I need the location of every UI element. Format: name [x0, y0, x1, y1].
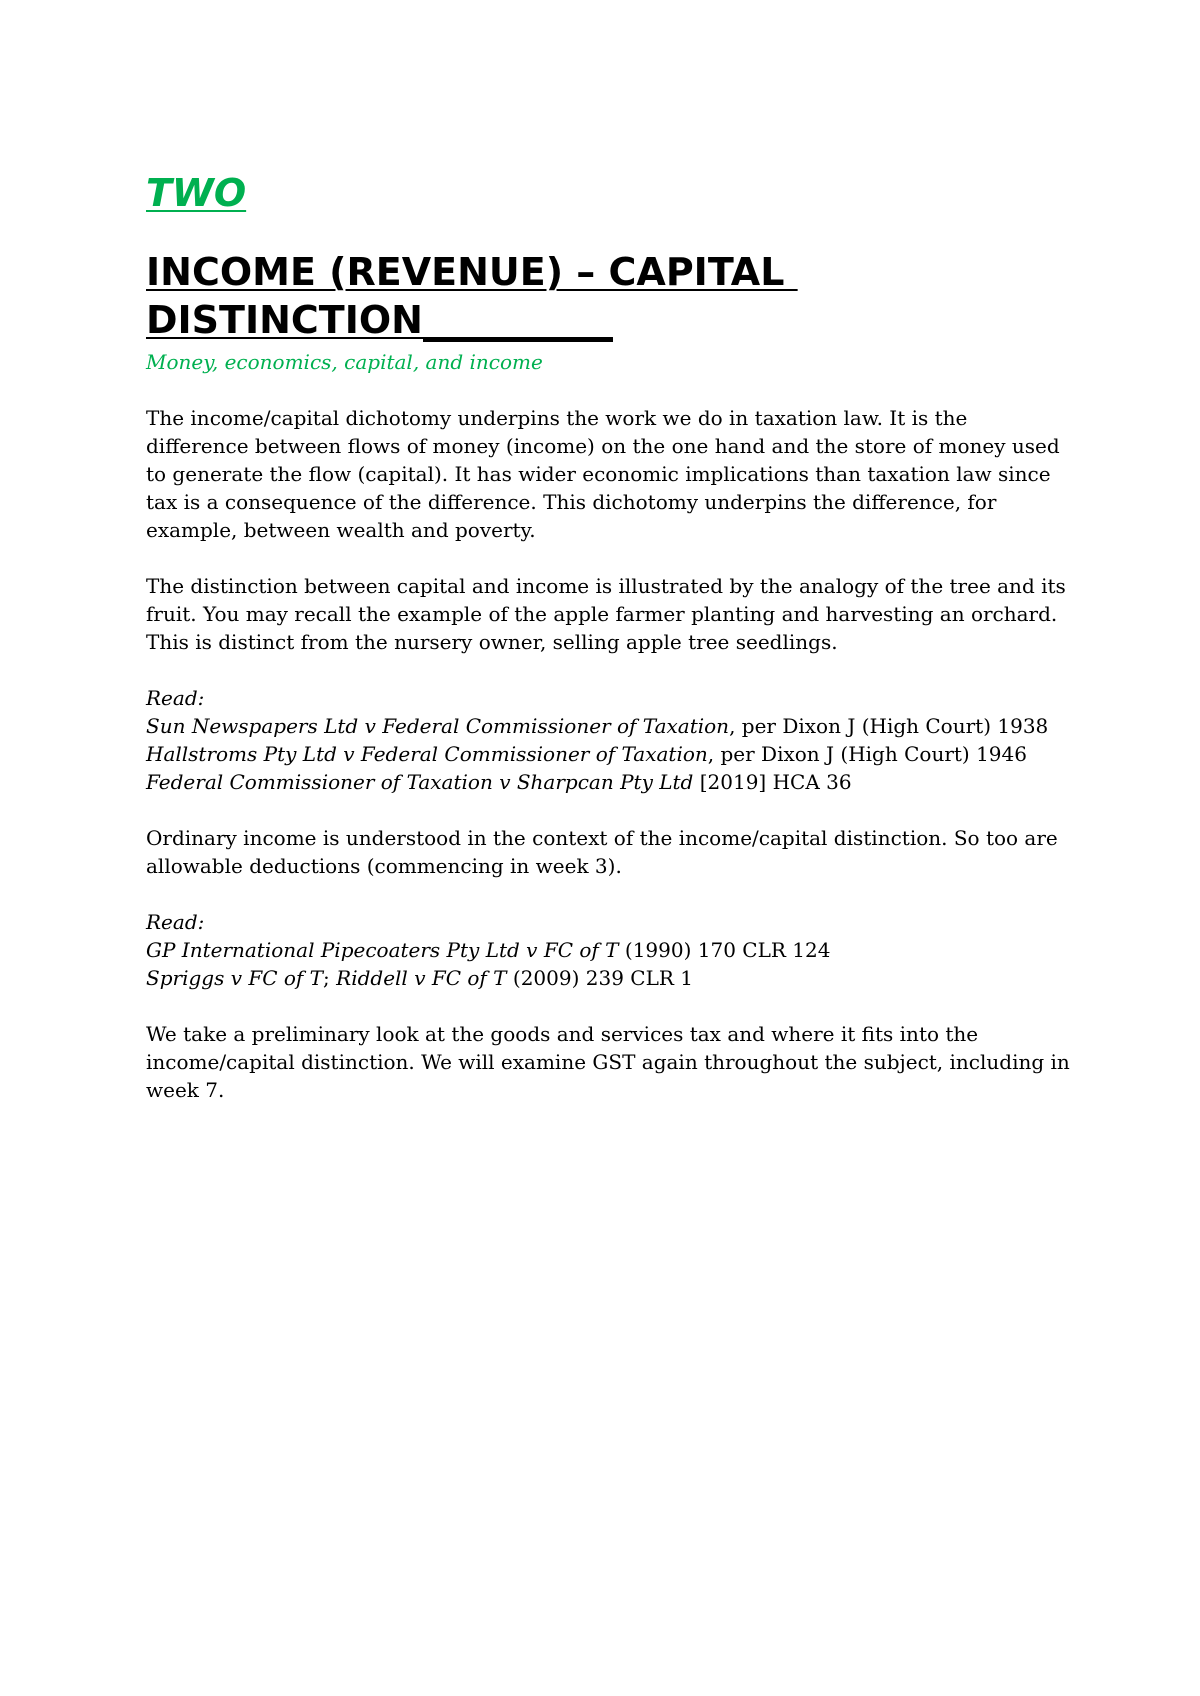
reading-item: [146, 740, 1076, 768]
reading-label: Read:: [146, 686, 205, 710]
document-page: [146, 160, 1076, 1104]
paragraph-ordinary-income: Ordinary income is understood in the context of the income/capital distinction. So too are allowable deductions (commencing in week 3).: [146, 826, 1058, 878]
paragraph-gst: We take a preliminary look at the goods and services tax and where it fits into the income/capital distinction. We will examine GST again throughout the subject, including in week 7.: [146, 1022, 1070, 1102]
case-name: GP International Pipecoaters Pty Ltd v FC of T: [146, 938, 619, 962]
reading-item: [146, 712, 1076, 740]
case-separator: ;: [323, 966, 337, 990]
title-line-1: INCOME (REVENUE) – CAPITAL: [146, 250, 798, 294]
title-line-2: DISTINCTION__________: [146, 298, 613, 342]
subtitle: Money, economics, capital, and income: [146, 350, 543, 374]
case-citation: [2019] HCA 36: [693, 770, 852, 794]
case-citation: (1990) 170 CLR 124: [618, 938, 831, 962]
reading-list-2: [146, 908, 1076, 992]
case-name: Federal Commissioner of Taxation v Sharpcan Pty Ltd: [146, 770, 694, 794]
case-name: Spriggs v FC of T: [146, 966, 324, 990]
reading-item: [146, 936, 1076, 964]
case-citation: (2009) 239 CLR 1: [506, 966, 694, 990]
document-title: [146, 248, 1076, 344]
case-name: Sun Newspapers Ltd v Federal Commissioner of Taxation: [146, 714, 730, 738]
reading-label: Read:: [146, 910, 205, 934]
reading-list-1: [146, 684, 1076, 796]
chapter-label: TWO: [146, 171, 247, 215]
case-name: Riddell v FC of T: [336, 966, 507, 990]
reading-item: [146, 964, 1076, 992]
paragraph-income-capital-dichotomy: The income/capital dichotomy underpins the work we do in taxation law. It is the difference between flows of money (income) on the one hand and the store of money used to generate the flow (capital). It has wider economic implications than taxation law since tax is a consequence of the difference. This dichotomy underpins the difference, for example, between wealth and poverty.: [146, 406, 1060, 542]
paragraph-tree-fruit-analogy: The distinction between capital and income is illustrated by the analogy of the tree and its fruit. You may recall the example of the apple farmer planting and harvesting an orchard. This is distinct from the nursery owner, selling apple tree seedlings.: [146, 574, 1066, 654]
case-citation: , per Dixon J (High Court) 1946: [707, 742, 1027, 766]
reading-item: [146, 768, 1076, 796]
case-name: Hallstroms Pty Ltd v Federal Commissioner of Taxation: [146, 742, 708, 766]
case-citation: , per Dixon J (High Court) 1938: [729, 714, 1049, 738]
